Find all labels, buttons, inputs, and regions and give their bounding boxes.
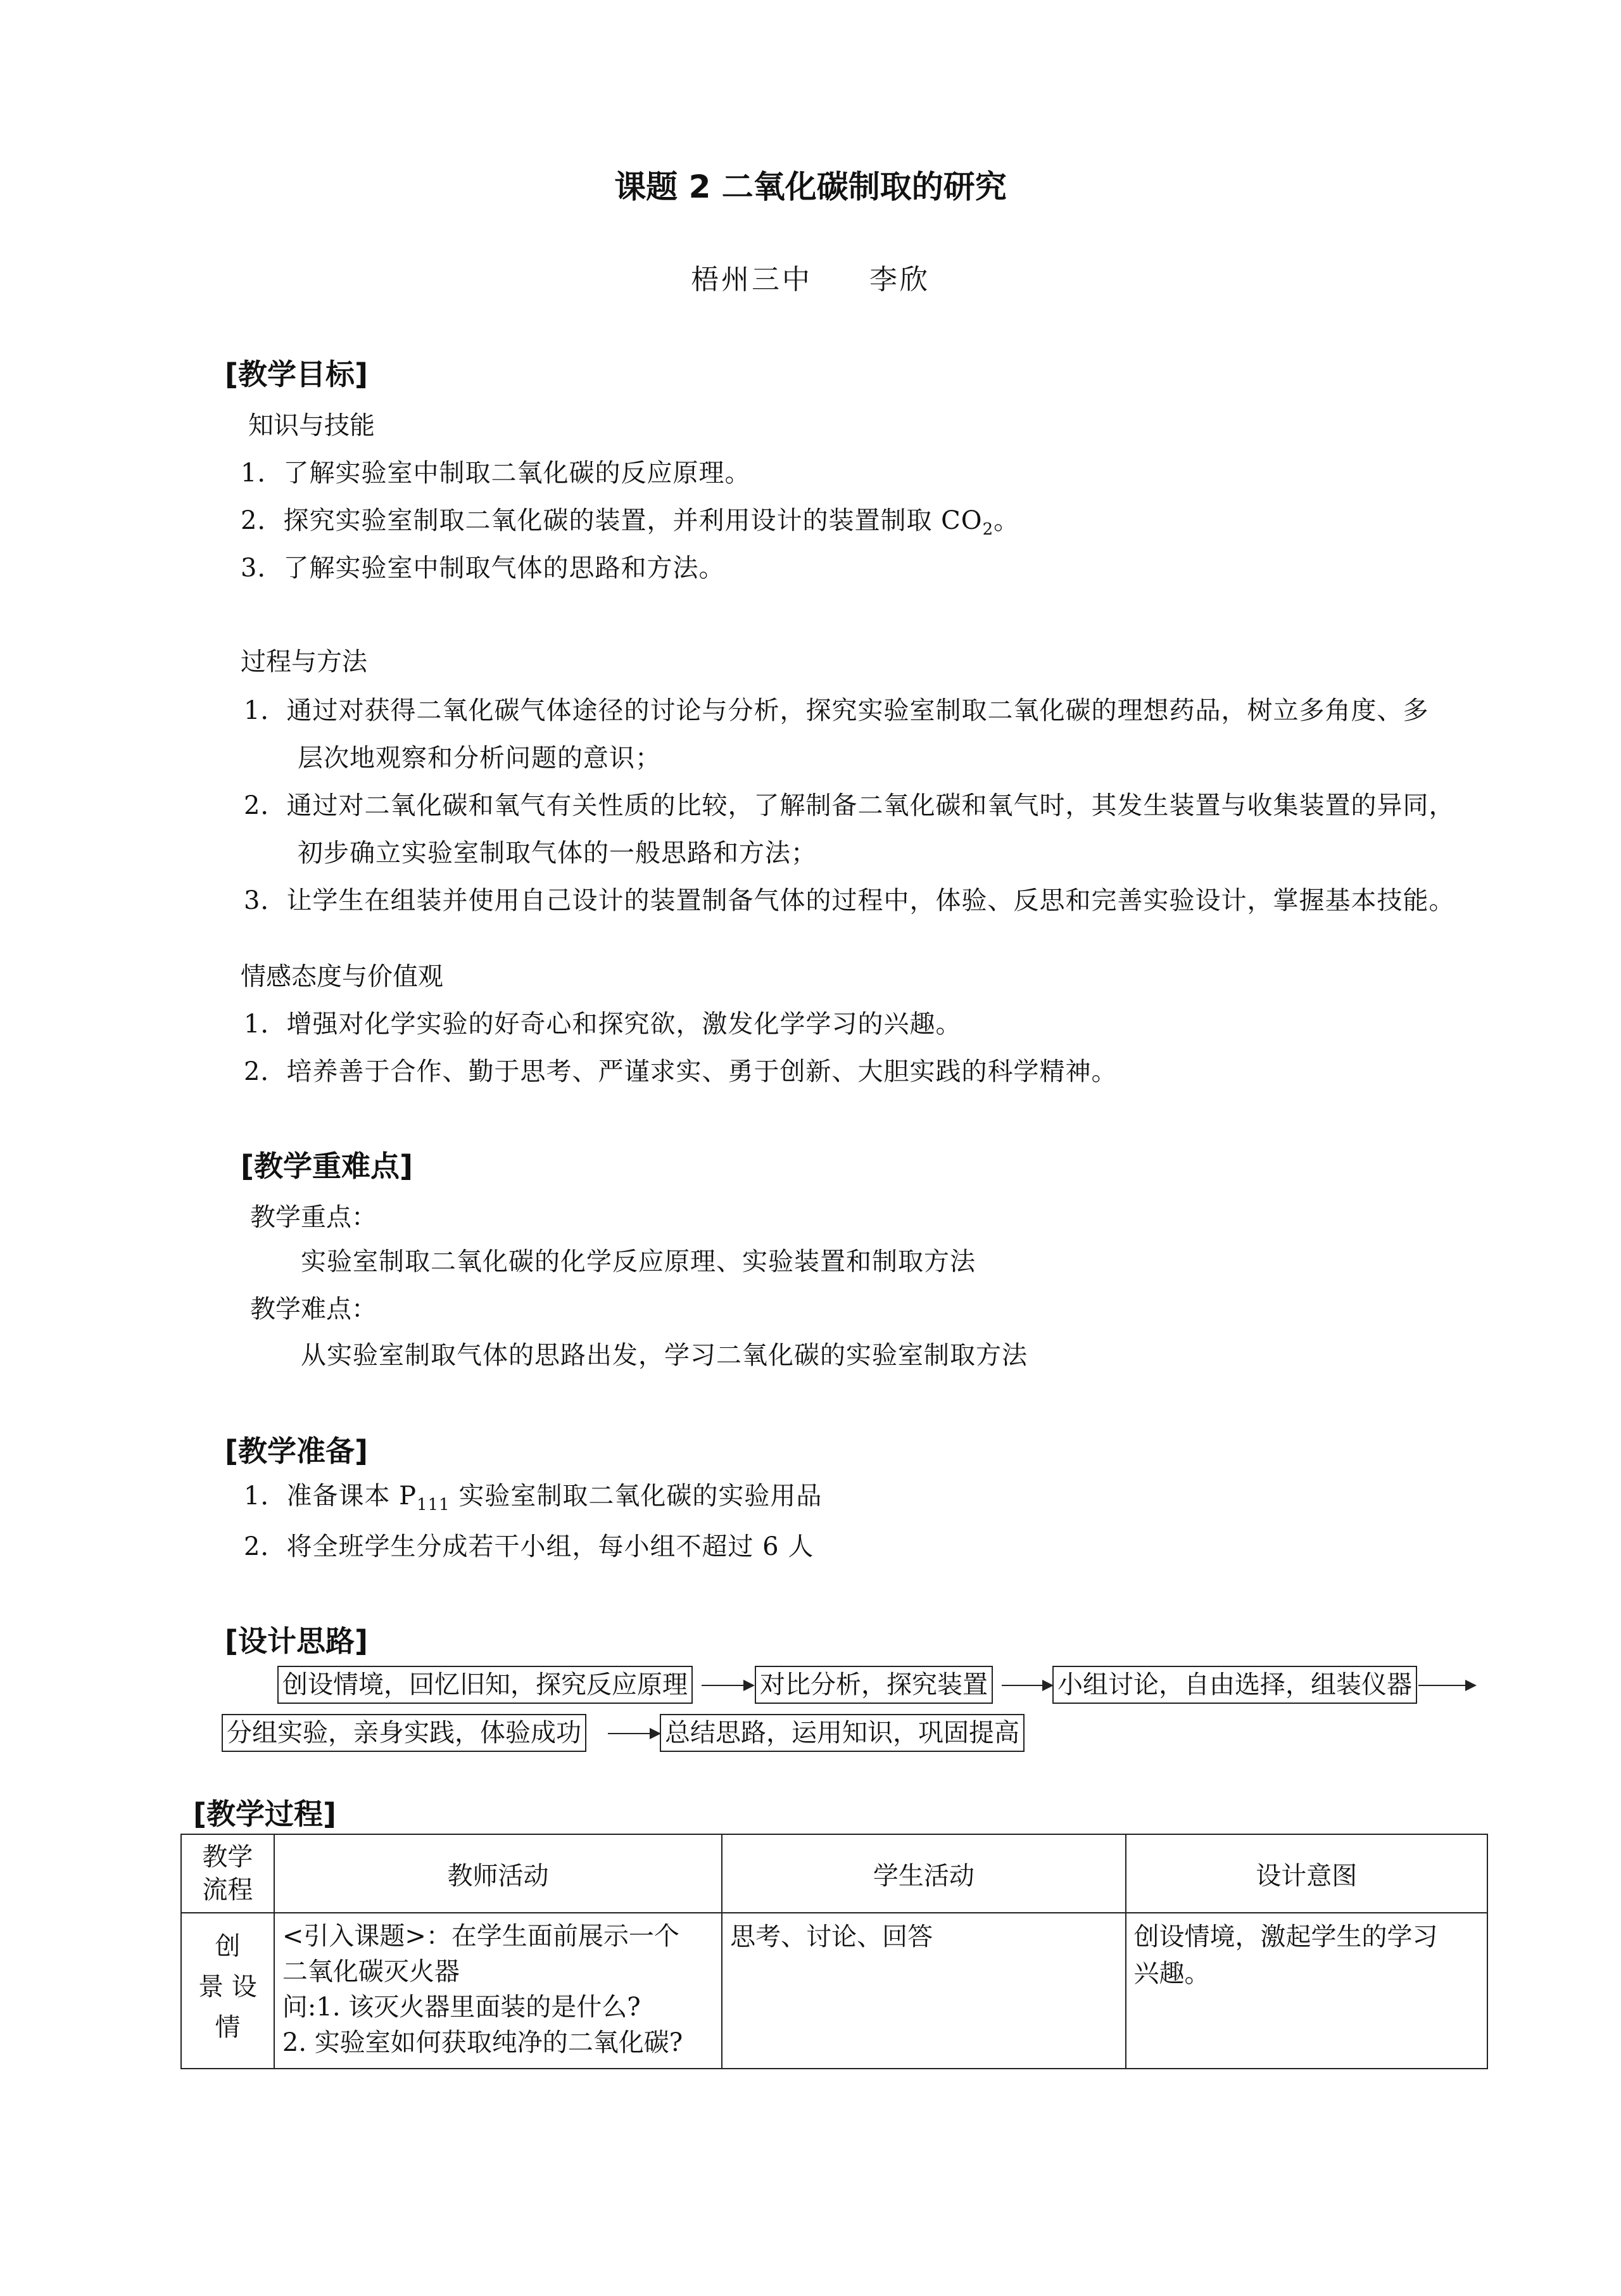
- design-arrow-4: [608, 1733, 660, 1734]
- keypoints-heading: [教学重难点]: [241, 1149, 413, 1183]
- process-item-1a: 1．通过对获得二氧化碳气体途径的讨论与分析，探究实验室制取二氧化碳的理想药品，树立多角度、多: [244, 696, 1429, 725]
- teaching-process-table: [180, 1834, 1488, 2069]
- preparation-item-2: 2．将全班学生分成若干小组，每小组不超过 6 人: [244, 1532, 814, 1561]
- header-teacher: 教师活动: [274, 1834, 722, 1913]
- process-item-2b: 初步确立实验室制取气体的一般思路和方法；: [298, 839, 817, 868]
- process-item-1b: 层次地观察和分析问题的意识；: [298, 744, 661, 773]
- process-label: 过程与方法: [241, 647, 367, 676]
- design-arrow-1: [702, 1685, 754, 1686]
- design-step-2: 对比分析，探究装置: [755, 1666, 993, 1704]
- author-line: [0, 257, 1621, 297]
- design-step-4: 分组实验，亲身实践，体验成功: [222, 1714, 586, 1752]
- table-row: [181, 1913, 1487, 2069]
- process-item-3: 3．让学生在组装并使用自己设计的装置制备气体的过程中，体验、反思和完善实验设计，掌握基本技能。: [244, 886, 1455, 915]
- difficulty-text: 从实验室制取气体的思路出发，学习二氧化碳的实验室制取方法: [301, 1341, 1028, 1370]
- table-header-row: [181, 1834, 1487, 1913]
- attitude-item-1: 1．增强对化学实验的好奇心和探究欲，激发化学学习的兴趣。: [244, 1010, 962, 1039]
- focus-label: 教学重点：: [250, 1203, 377, 1232]
- design-step-1: 创设情境，回忆旧知，探究反应原理: [277, 1666, 693, 1704]
- knowledge-item-1: 1．了解实验室中制取二氧化碳的反应原理。: [241, 459, 751, 488]
- row-student-cell: 思考、讨论、回答: [722, 1913, 1125, 2069]
- knowledge-item-3: 3．了解实验室中制取气体的思路和方法。: [241, 554, 725, 583]
- row-teacher-cell: <引入课题>：在学生面前展示一个 二氧化碳灭火器 问:1. 该灭火器里面装的是什么? 2. 实验室如何获取纯净的二氧化碳?: [274, 1913, 722, 2069]
- design-heading: [设计思路]: [225, 1624, 369, 1658]
- design-arrow-2: [1002, 1685, 1052, 1686]
- focus-text: 实验室制取二氧化碳的化学反应原理、实验装置和制取方法: [301, 1247, 976, 1276]
- process-item-2a: 2．通过对二氧化碳和氧气有关性质的比较，了解制备二氧化碳和氧气时，其发生装置与收集装置的异同，: [244, 791, 1455, 820]
- design-step-5: 总结思路，运用知识，巩固提高: [660, 1714, 1025, 1752]
- knowledge-item-2: 2．探究实验室制取二氧化碳的装置，并利用设计的装置制取 $CO_2$。: [241, 506, 1020, 539]
- header-flow: 教学 流程: [181, 1834, 274, 1913]
- lesson-title: 课题 2 二氧化碳制取的研究: [614, 168, 1007, 205]
- objectives-heading: [教学目标]: [225, 357, 369, 391]
- preparation-heading: [教学准备]: [225, 1434, 369, 1468]
- author-name: 李欣: [869, 263, 930, 296]
- process-table-heading: [教学过程]: [193, 1797, 337, 1831]
- row-intent-cell: 创设情境，激起学生的学习 兴趣。: [1126, 1913, 1487, 2069]
- design-arrow-3: [1418, 1685, 1475, 1686]
- attitude-item-2: 2．培养善于合作、勤于思考、严谨求实、勇于创新、大胆实践的科学精神。: [244, 1057, 1118, 1086]
- design-step-3: 小组讨论，自由选择，组装仪器: [1052, 1666, 1417, 1704]
- difficulty-label: 教学难点：: [250, 1295, 377, 1324]
- school-name: 梧州三中: [691, 263, 812, 296]
- header-student: 学生活动: [722, 1834, 1125, 1913]
- knowledge-label: 知识与技能: [248, 411, 375, 440]
- header-intent: 设计意图: [1126, 1834, 1487, 1913]
- row-flow-cell: 创 景 设 情: [181, 1913, 274, 2069]
- attitude-label: 情感态度与价值观: [241, 962, 443, 991]
- preparation-item-1: 1．准备课本 $P_{111}$ 实验室制取二氧化碳的实验用品: [244, 1481, 823, 1514]
